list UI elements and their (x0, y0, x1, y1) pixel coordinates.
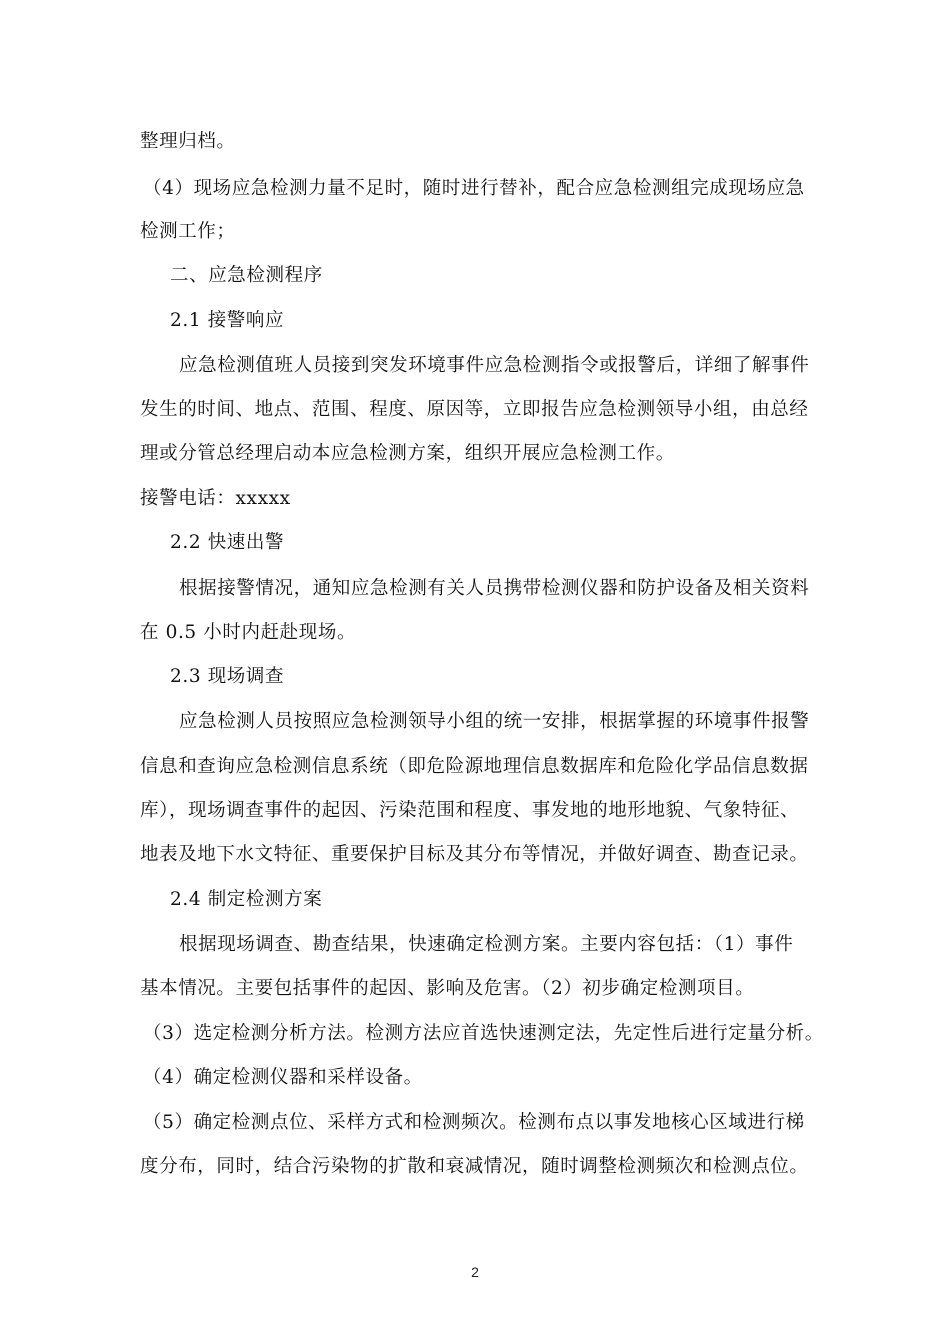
list-item-line: （5）确定检测点位、采样方式和检测频次。检测布点以事发地核心区域进行梯 (143, 1112, 805, 1133)
list-item-line: （3）选定检测分析方法。检测方法应首选快速测定法，先定性后进行定量分析。 (143, 1023, 824, 1044)
paragraph-line: 应急检测人员按照应急检测领导小组的统一安排，根据掌握的环境事件报警 (179, 711, 810, 732)
paragraph-line: 理或分管总经理启动本应急检测方案，组织开展应急检测工作。 (140, 443, 675, 464)
paragraph-line: 根据现场调查、勘查结果，快速确定检测方案。主要内容包括：（1）事件 (179, 934, 794, 955)
paragraph-line: 库），现场调查事件的起因、污染范围和程度、事发地的地形地貌、气象特征、 (140, 800, 800, 821)
paragraph-line: 根据接警情况，通知应急检测有关人员携带检测仪器和防护设备及相关资料 (179, 578, 810, 599)
subsection-heading: 2.3 现场调查 (170, 666, 285, 687)
subsection-heading: 2.4 制定检测方案 (170, 889, 323, 910)
paragraph-line: 发生的时间、地点、范围、程度、原因等，立即报告应急检测领导小组，由总经 (140, 399, 809, 420)
section-heading: 二、应急检测程序 (170, 265, 323, 286)
subsection-heading: 2.2 快速出警 (170, 532, 285, 553)
paragraph-line: 检测工作； (140, 221, 236, 242)
paragraph-line: 信息和查询应急检测信息系统（即危险源地理信息数据库和危险化学品信息数据 (140, 756, 809, 777)
phone-line: 接警电话：xxxxx (140, 488, 291, 509)
list-item-line: （4）现场应急检测力量不足时，随时进行替补，配合应急检测组完成现场应急 (143, 178, 805, 199)
subsection-heading: 2.1 接警响应 (170, 310, 285, 331)
paragraph-line: 在 0.5 小时内赶赴现场。 (140, 622, 357, 643)
paragraph-line: 基本情况。主要包括事件的起因、影响及危害。（2）初步确定检测项目。 (140, 978, 755, 999)
paragraph-line: 度分布，同时，结合污染物的扩散和衰减情况，随时调整检测频次和检测点位。 (140, 1156, 809, 1177)
page-number: 2 (471, 1264, 479, 1280)
list-item-line: （4）确定检测仪器和采样设备。 (143, 1067, 423, 1088)
paragraph-line: 地表及地下水文特征、重要保护目标及其分布等情况，并做好调查、勘查记录。 (140, 844, 809, 865)
paragraph-line: 整理归档。 (140, 131, 236, 152)
paragraph-line: 应急检测值班人员接到突发环境事件应急检测指令或报警后，详细了解事件 (179, 355, 810, 376)
